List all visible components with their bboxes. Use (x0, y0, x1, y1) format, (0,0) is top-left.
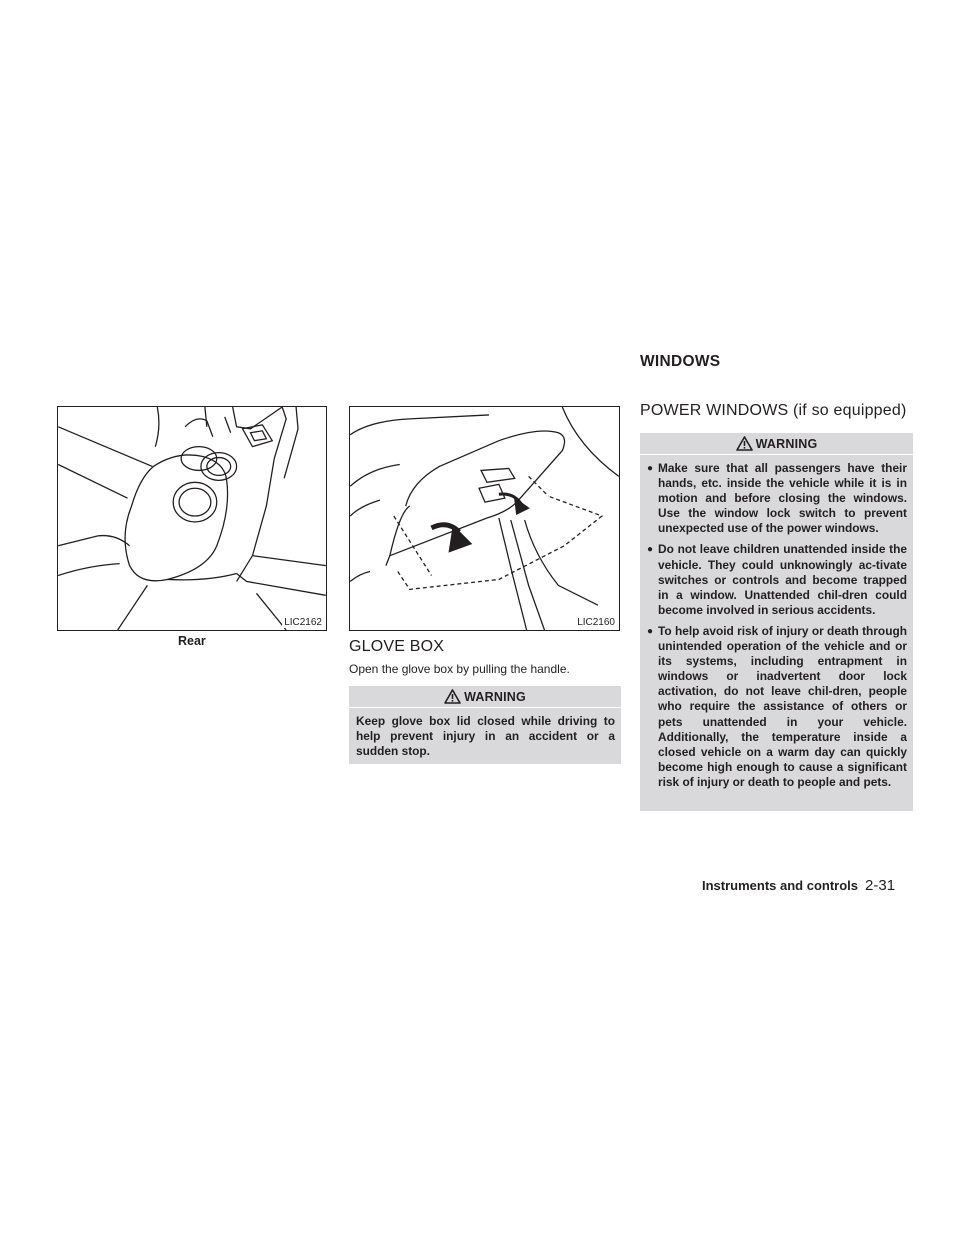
page-footer (702, 877, 895, 894)
bullet-icon: ● (647, 625, 654, 637)
list-item (647, 461, 907, 536)
warning-triangle-icon (444, 689, 461, 704)
glove-box-illustration (350, 407, 619, 630)
warning-label: WARNING (464, 689, 526, 704)
rear-console-illustration (58, 407, 326, 630)
list-item (647, 542, 907, 617)
warning-triangle-icon (736, 436, 753, 451)
power-windows-title: POWER WINDOWS (if so equipped) (640, 402, 907, 419)
glove-box-title: GLOVE BOX (349, 638, 445, 655)
figure-caption-rear: Rear (178, 634, 206, 648)
list-item-text: To help avoid risk of injury or death through unintended operation of the vehicle and or its systems, including entrapment in windows or inadvertent door lock activation, do not leave chil-dren, people who require the assistance of others or pets unattended in your vehicle. Additionally, the temperature inside a closed vehicle on a warm day can quickly become high enough to cause a significant risk of injury or death to people and pets. (658, 623, 907, 789)
warning-label: WARNING (755, 436, 818, 451)
warning-header (349, 686, 621, 708)
bullet-icon: ● (647, 463, 654, 474)
footer-section-label: Instruments and controls (702, 878, 859, 893)
figure-code: LIC2160 (577, 617, 615, 628)
warning-text: Keep glove box lid closed while driving to help prevent injury in an accident or a sudden stop. (356, 714, 615, 759)
power-windows-warning (640, 433, 913, 811)
list-item-text: Make sure that all passengers have their hands, etc. inside the vehicle while it is in motion and before closing the windows. Use the window lock switch to prevent unexpected use of the power windows. (658, 461, 907, 536)
figure-code: LIC2162 (284, 617, 322, 628)
figure-rear-console (57, 406, 327, 631)
list-item (647, 624, 907, 790)
glove-box-intro: Open the glove box by pulling the handle. (349, 662, 570, 676)
warning-list (640, 455, 913, 798)
figure-glove-box (349, 406, 620, 631)
list-item-text: Do not leave children unattended inside the vehicle. They could unknowingly ac-tivate switches or controls and become trapped in a window. Unattended chil-dren could become involved in serious accidents. (658, 542, 907, 617)
warning-header (640, 433, 913, 455)
windows-section-title: WINDOWS (640, 353, 721, 370)
page-number: 2-31 (865, 877, 896, 894)
glove-box-warning (349, 686, 621, 764)
bullet-icon: ● (647, 544, 654, 556)
